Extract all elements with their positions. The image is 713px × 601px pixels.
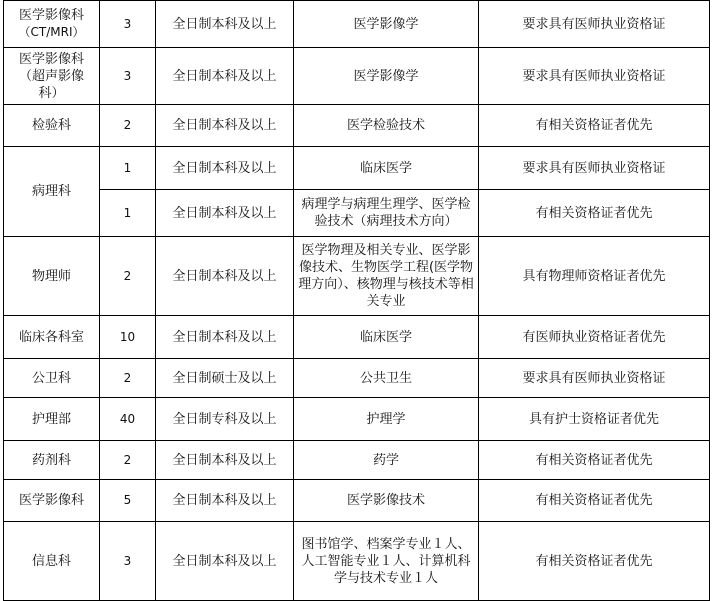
education-cell: 全日制专科及以上	[156, 398, 294, 441]
requirement-cell: 要求具有医师执业资格证	[479, 359, 710, 398]
dept-cell: 检验科	[4, 105, 100, 147]
requirement-cell: 有相关资格证者优先	[479, 480, 710, 522]
major-cell: 病理学与病理生理学、医学检验技术（病理技术方向）	[294, 190, 479, 237]
table-row	[4, 48, 710, 105]
dept-cell: 医学影像科	[4, 480, 100, 522]
count-cell: 3	[100, 522, 156, 601]
requirement-cell: 要求具有医师执业资格证	[479, 147, 710, 190]
major-cell: 图书馆学、档案学专业１人、人工智能专业１人、计算机科学与技术专业１人	[294, 522, 479, 601]
dept-subtitle: （CT/MRI）	[18, 25, 85, 39]
major-cell: 医学检验技术	[294, 105, 479, 147]
major-cell: 药学	[294, 441, 479, 480]
major-cell: 临床医学	[294, 316, 479, 359]
table-row	[4, 105, 710, 147]
requirement-cell: 具有护士资格证者优先	[479, 398, 710, 441]
count-cell: 2	[100, 105, 156, 147]
education-cell: 全日制本科及以上	[156, 105, 294, 147]
requirement-cell: 有相关资格证者优先	[479, 105, 710, 147]
dept-cell: 信息科	[4, 522, 100, 601]
table-row	[4, 480, 710, 522]
count-cell: 3	[100, 1, 156, 48]
dept-name: 医学影像科	[18, 8, 84, 23]
table-row	[4, 441, 710, 480]
requirement-cell: 有相关资格证者优先	[479, 522, 710, 601]
dept-cell: 物理师	[4, 237, 100, 316]
education-cell: 全日制本科及以上	[156, 147, 294, 190]
education-cell: 全日制本科及以上	[156, 316, 294, 359]
table-row	[4, 359, 710, 398]
recruitment-table	[3, 0, 710, 601]
requirement-cell: 具有物理师资格证者优先	[479, 237, 710, 316]
count-cell: 40	[100, 398, 156, 441]
dept-cell: 药剂科	[4, 441, 100, 480]
dept-cell	[4, 1, 100, 48]
education-cell: 全日制硕士及以上	[156, 359, 294, 398]
dept-cell: 临床各科室	[4, 316, 100, 359]
requirement-cell: 要求具有医师执业资格证	[479, 1, 710, 48]
major-cell: 临床医学	[294, 147, 479, 190]
dept-cell: 护理部	[4, 398, 100, 441]
table-row	[4, 398, 710, 441]
education-cell: 全日制本科及以上	[156, 190, 294, 237]
table-row	[4, 190, 710, 237]
table-row	[4, 237, 710, 316]
count-cell: 2	[100, 441, 156, 480]
dept-cell: 医学影像科（超声影像科）	[4, 48, 100, 105]
education-cell: 全日制本科及以上	[156, 480, 294, 522]
education-cell: 全日制本科及以上	[156, 48, 294, 105]
table-row	[4, 316, 710, 359]
major-cell: 医学影像技术	[294, 480, 479, 522]
requirement-cell: 要求具有医师执业资格证	[479, 48, 710, 105]
education-cell: 全日制本科及以上	[156, 441, 294, 480]
table-row	[4, 147, 710, 190]
education-cell: 全日制本科及以上	[156, 1, 294, 48]
table-row	[4, 522, 710, 601]
major-cell: 医学影像学	[294, 1, 479, 48]
major-cell: 护理学	[294, 398, 479, 441]
count-cell: 2	[100, 359, 156, 398]
count-cell: 5	[100, 480, 156, 522]
requirement-cell: 有相关资格证者优先	[479, 190, 710, 237]
count-cell: 1	[100, 190, 156, 237]
count-cell: 2	[100, 237, 156, 316]
count-cell: 10	[100, 316, 156, 359]
dept-cell: 公卫科	[4, 359, 100, 398]
table-row	[4, 1, 710, 48]
dept-cell: 病理科	[4, 147, 100, 237]
count-cell: 3	[100, 48, 156, 105]
major-cell: 公共卫生	[294, 359, 479, 398]
requirement-cell: 有医师执业资格证者优先	[479, 316, 710, 359]
major-cell: 医学物理及相关专业、医学影像技术、生物医学工程(医学物理方向）、核物理与核技术等相关专业	[294, 237, 479, 316]
count-cell: 1	[100, 147, 156, 190]
education-cell: 全日制本科及以上	[156, 237, 294, 316]
requirement-cell: 有相关资格证者优先	[479, 441, 710, 480]
education-cell: 全日制本科及以上	[156, 522, 294, 601]
major-cell: 医学影像学	[294, 48, 479, 105]
